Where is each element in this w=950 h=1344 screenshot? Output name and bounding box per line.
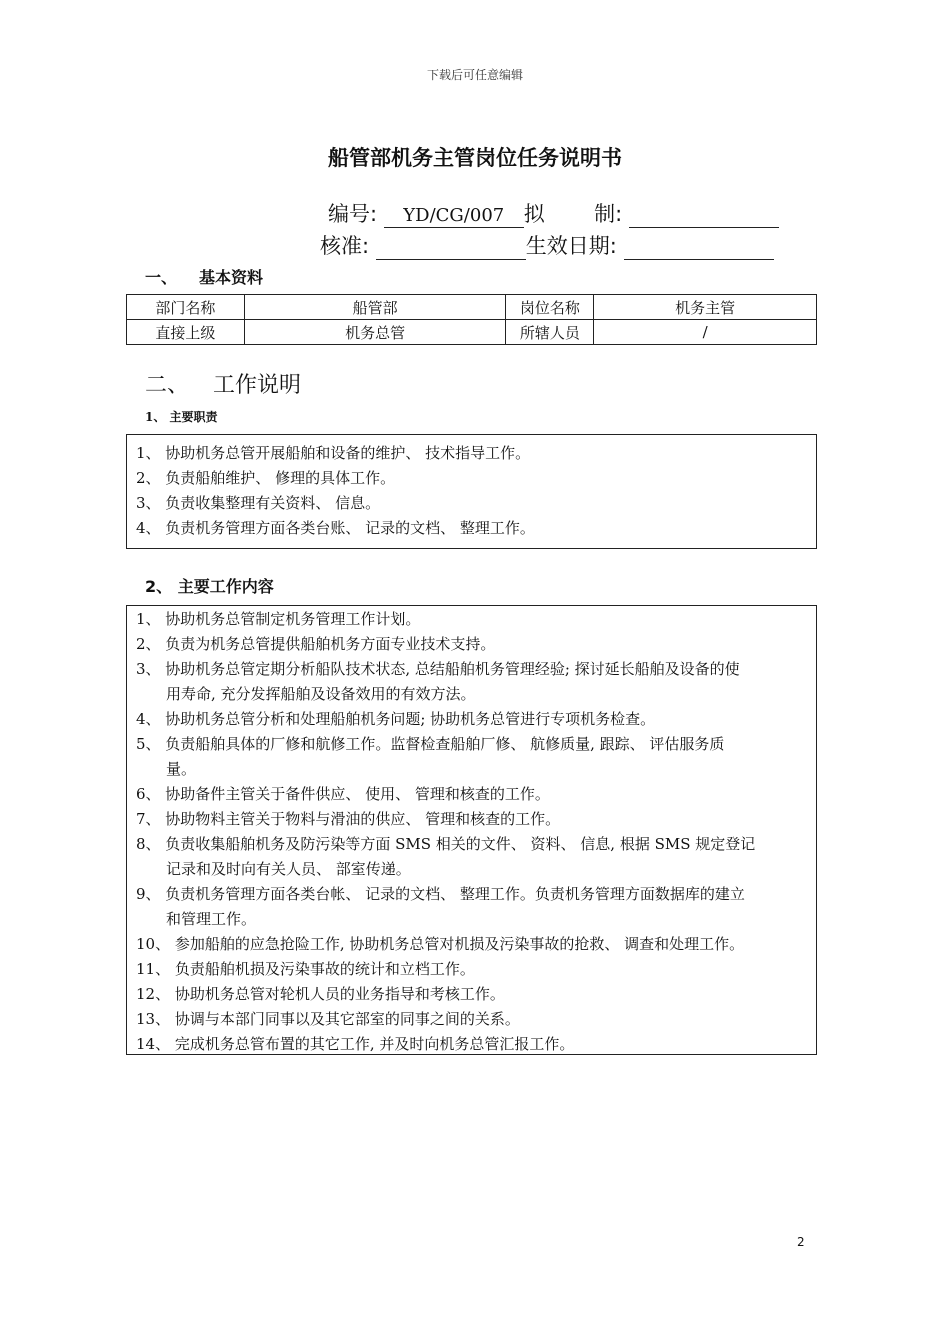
meta-row-2 [320, 230, 774, 260]
list-item: 10、 参加船舶的应急抢险工作, 协助机务总管对机损及污染事故的抢救、 调查和处理工作。 [136, 935, 745, 953]
table-cell: 船管部 [244, 295, 506, 320]
list-item: 14、 完成机务总管布置的其它工作, 并及时向机务总管汇报工作。 [136, 1035, 575, 1053]
duties-heading: 1、 主要职责 [145, 410, 218, 424]
duties-box [126, 434, 817, 549]
basic-info-table [126, 294, 817, 345]
drafted-label-2: 制: [594, 202, 623, 226]
table-row [127, 320, 817, 345]
table-cell: 机务总管 [244, 320, 506, 345]
list-item-continuation: 记录和及时向有关人员、 部室传递。 [166, 860, 411, 878]
header-note: 下载后可任意编辑 [426, 68, 523, 82]
table-cell: 所辖人员 [506, 320, 594, 345]
table-cell: 岗位名称 [506, 295, 594, 320]
list-item-continuation: 和管理工作。 [166, 910, 257, 928]
list-item: 4、 负责机务管理方面各类台账、 记录的文档、 整理工作。 [136, 519, 535, 537]
meta-row-1 [328, 198, 779, 228]
table-cell: 机务主管 [594, 295, 817, 320]
table-cell: 部门名称 [127, 295, 245, 320]
list-item: 3、 负责收集整理有关资料、 信息。 [136, 494, 381, 512]
list-item: 11、 负责船舶机损及污染事故的统计和立档工作。 [136, 960, 475, 978]
page-title: 船管部机务主管岗位任务说明书 [328, 146, 622, 170]
section-1-heading [145, 265, 263, 288]
drafted-field [629, 205, 779, 228]
drafted-label: 拟 [523, 202, 545, 226]
list-item: 8、 负责收集船舶机务及防污染等方面 SMS 相关的文件、 资料、 信息, 根据 SMS 规定登记 [136, 835, 756, 853]
list-item: 5、 负责船舶具体的厂修和航修工作。监督检查船舶厂修、 航修质量, 跟踪、 评估服务质 [136, 735, 725, 753]
list-item: 3、 协助机务总管定期分析船队技术状态, 总结船舶机务管理经验; 探讨延长船舶及设备的使 [136, 660, 740, 678]
list-item: 1、 协助机务总管开展船舶和设备的维护、 技术指导工作。 [136, 444, 531, 462]
list-item: 13、 协调与本部门同事以及其它部室的同事之间的关系。 [136, 1010, 520, 1028]
list-item-continuation: 量。 [166, 760, 197, 778]
approved-field [376, 237, 526, 260]
section-2-heading [145, 368, 301, 399]
page-number: 2 [797, 1235, 805, 1249]
list-item: 7、 协助物料主管关于物料与滑油的供应、 管理和核查的工作。 [136, 810, 561, 828]
content-box [126, 605, 817, 1055]
list-item: 9、 负责机务管理方面各类台帐、 记录的文档、 整理工作。负责机务管理方面数据库的建立 [136, 885, 745, 903]
list-item: 1、 协助机务总管制定机务管理工作计划。 [136, 610, 421, 628]
table-cell: 直接上级 [127, 320, 245, 345]
effective-label: 生效日期: [525, 234, 617, 258]
list-item: 2、 负责船舶维护、 修理的具体工作。 [136, 469, 396, 487]
list-item: 4、 协助机务总管分析和处理船舶机务问题; 协助机务总管进行专项机务检查。 [136, 710, 656, 728]
section-2-title: 工作说明 [213, 373, 302, 398]
list-item-continuation: 用寿命, 充分发挥船舶及设备效用的有效方法。 [166, 685, 476, 703]
list-item: 6、 协助备件主管关于备件供应、 使用、 管理和核查的工作。 [136, 785, 550, 803]
number-value: YD/CG/007 [384, 205, 524, 228]
section-1-title: 基本资料 [199, 268, 264, 287]
number-label: 编号: [328, 202, 378, 226]
section-1-index: 一、 [145, 268, 178, 287]
approved-label: 核准: [320, 234, 370, 258]
list-item: 12、 协助机务总管对轮机人员的业务指导和考核工作。 [136, 985, 505, 1003]
table-row [127, 295, 817, 320]
effective-field [624, 237, 774, 260]
section-2-index: 二、 [145, 373, 190, 398]
content-heading: 2、 主要工作内容 [145, 577, 274, 596]
table-cell: / [594, 320, 817, 345]
list-item: 2、 负责为机务总管提供船舶机务方面专业技术支持。 [136, 635, 496, 653]
